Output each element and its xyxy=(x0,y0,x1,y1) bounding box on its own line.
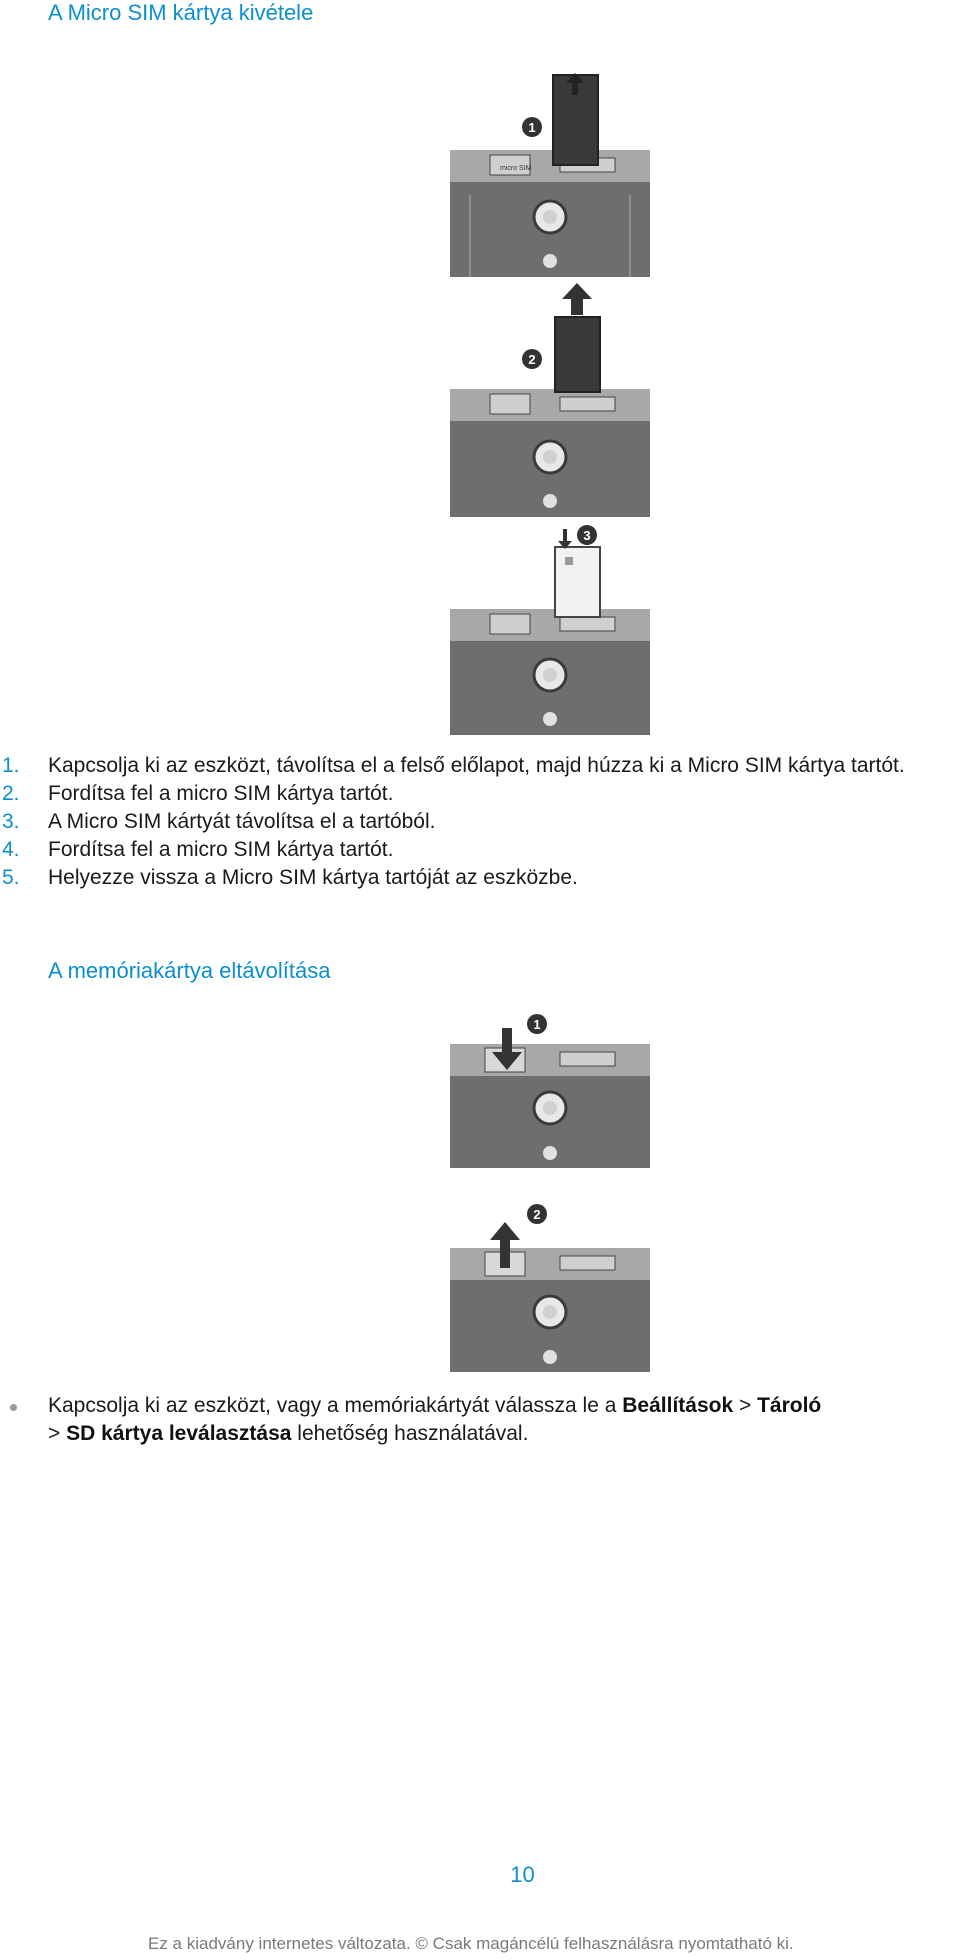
step-number-icon: 1 xyxy=(528,120,536,135)
storage-menu-name: Tároló xyxy=(757,1394,822,1417)
step-number-icon: 3 xyxy=(583,528,591,543)
sim-steps-list xyxy=(0,752,960,892)
memory-instruction: Kapcsolja ki az eszközt, vagy a memóriakártyát válassza le a Beállítások > Tároló > SD kártya leválasztása lehetőség használatával. xyxy=(0,1392,960,1448)
unmount-option-name: SD kártya leválasztása xyxy=(66,1422,292,1445)
memory-step1-illustration xyxy=(430,1008,650,1168)
footer-note: Ez a kiadvány internetes változata. © Csak magáncélú felhasználásra nyomtatható ki. xyxy=(148,1934,794,1953)
list-item: 5. Helyezze vissza a Micro SIM kártya tartóját az eszközbe. xyxy=(2,866,578,889)
step-number-icon: 2 xyxy=(528,352,536,367)
bullet-icon xyxy=(10,1404,17,1411)
step-number-icon: 2 xyxy=(533,1207,541,1222)
list-item: 1. Kapcsolja ki az eszközt, távolítsa el a felső előlapot, majd húzza ki a Micro SIM kártya tartót. xyxy=(2,754,905,777)
memory-step2-illustration xyxy=(430,1196,650,1372)
sim-step1-illustration xyxy=(430,55,650,277)
sim-step2-illustration xyxy=(430,277,650,517)
settings-menu-name: Beállítások xyxy=(622,1394,734,1417)
list-item: 3. A Micro SIM kártyát távolítsa el a tartóból. xyxy=(2,810,436,833)
sim-section-heading: A Micro SIM kártya kivétele xyxy=(48,0,314,25)
slot-label: micro SIM xyxy=(500,165,532,172)
page-number: 10 xyxy=(510,1862,535,1887)
step-number-icon: 1 xyxy=(533,1017,541,1032)
memory-section-heading: A memóriakártya eltávolítása xyxy=(48,958,331,983)
sim-step3-illustration xyxy=(430,517,650,735)
list-item: 2. Fordítsa fel a micro SIM kártya tartót. xyxy=(2,782,394,805)
list-item: 4. Fordítsa fel a micro SIM kártya tartót. xyxy=(2,838,394,861)
